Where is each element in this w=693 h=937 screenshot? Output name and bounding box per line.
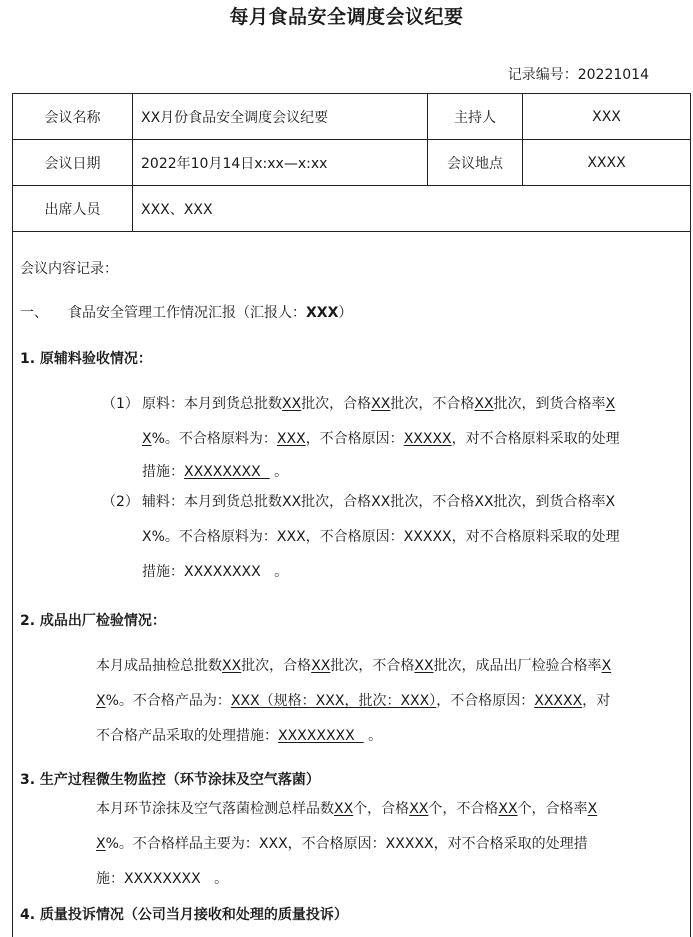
record-number: 记录编号：20221014 <box>507 67 649 83</box>
meeting-date-label: 会议日期 <box>13 140 133 186</box>
attendees-value: XXX、XXX <box>133 186 691 232</box>
page-title: 每月食品安全调度会议纪要 <box>229 6 464 28</box>
heading-raw-material: 1. 原辅料验收情况： <box>20 351 152 367</box>
table-row <box>13 186 691 232</box>
item-1-line-3: 措施：XXXXXXXX 。 <box>142 464 289 480</box>
meeting-name-value: XX月份食品安全调度会议纪要 <box>133 94 428 140</box>
meeting-info-table <box>12 93 691 232</box>
host-value: XXX <box>523 94 691 140</box>
item-2-line-2: X%。不合格原料为：XXX，不合格原因：XXXXX，对不合格原料采取的处理 <box>142 529 620 545</box>
location-value: XXXX <box>523 140 691 186</box>
item-1-number: （1） <box>102 396 139 412</box>
product-line-2: X%。不合格产品为：XXX（规格：XXX，批次：XXX），不合格原因：XXXXX，对 <box>96 693 611 709</box>
section-1-close: ） <box>338 305 353 321</box>
section-1-number: 一、 <box>20 305 48 321</box>
section-1-reporter: XXX <box>306 305 339 321</box>
microbial-line-1: 本月环节涂抹及空气落菌检测总样品数XX个，合格XX个，不合格XX个，合格率X <box>96 801 598 817</box>
section-1-title-text: 食品安全管理工作情况汇报（汇报人： <box>68 305 306 321</box>
meeting-name-label: 会议名称 <box>13 94 133 140</box>
table-row <box>13 94 691 140</box>
microbial-line-2: X%。不合格样品主要为：XXX，不合格原因：XXXXX，对不合格采取的处理措 <box>96 836 588 852</box>
item-2-line-3: 措施：XXXXXXXX 。 <box>142 564 289 580</box>
item-1-line-2: X%。不合格原料为：XXX，不合格原因：XXXXX，对不合格原料采取的处理 <box>142 431 620 447</box>
heading-product-inspection: 2. 成品出厂检验情况： <box>20 613 166 629</box>
heading-quality-complaints: 4. 质量投诉情况（公司当月接收和处理的质量投诉） <box>20 907 348 923</box>
heading-microbial-monitoring: 3. 生产过程微生物监控（环节涂抹及空气落菌） <box>20 772 320 788</box>
item-1-line-1: 原料：本月到货总批数XX批次，合格XX批次，不合格XX批次，到货合格率X <box>142 396 616 412</box>
microbial-line-3: 施：XXXXXXXX 。 <box>96 871 229 887</box>
item-2-line-1: 辅料：本月到货总批数XX批次，合格XX批次，不合格XX批次，到货合格率X <box>142 494 616 510</box>
product-line-1: 本月成品抽检总批数XX批次，合格XX批次，不合格XX批次，成品出厂检验合格率X <box>96 658 612 674</box>
section-1-title <box>68 302 352 322</box>
product-line-3: 不合格产品采取的处理措施：XXXXXXXX 。 <box>96 728 383 744</box>
content-record-heading: 会议内容记录： <box>20 261 118 277</box>
meeting-date-value: 2022年10月14日x:xx—x:xx <box>133 140 428 186</box>
attendees-label: 出席人员 <box>13 186 133 232</box>
host-label: 主持人 <box>428 94 523 140</box>
table-row <box>13 140 691 186</box>
location-label: 会议地点 <box>428 140 523 186</box>
item-2-number: （2） <box>102 494 139 510</box>
